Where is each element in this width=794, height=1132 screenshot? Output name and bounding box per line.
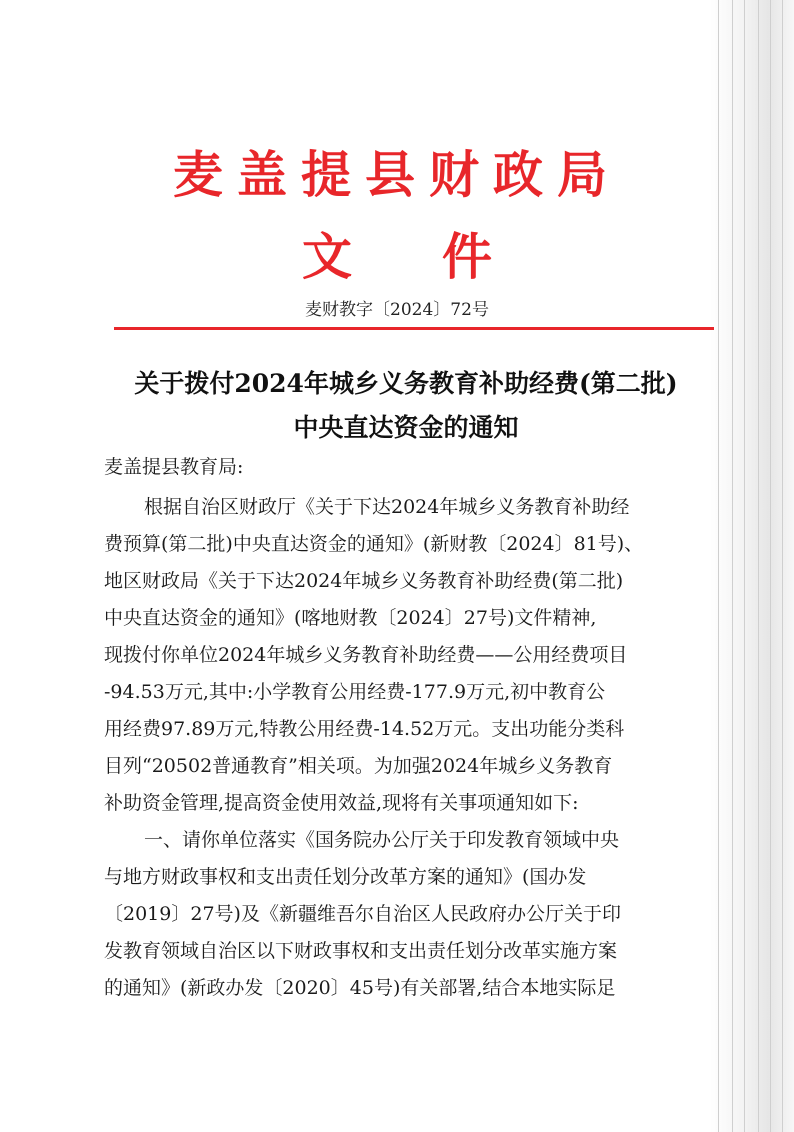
salutation: 麦盖提县教育局:	[104, 456, 244, 478]
body-line: 中央直达资金的通知》(喀地财教〔2024〕27号)文件精神,	[104, 607, 597, 629]
document-label: 文件	[302, 228, 582, 286]
document-number: 麦财教字〔2024〕72号	[305, 300, 489, 320]
body-line: 地区财政局《关于下达2024年城乡义务教育补助经费(第二批)	[104, 570, 624, 592]
document-title-line-2: 中央直达资金的通知	[293, 413, 519, 442]
body-line: 现拨付你单位2024年城乡义务教育补助经费——公用经费项目	[104, 644, 628, 666]
body-line: 发教育领域自治区以下财政事权和支出责任划分改革实施方案	[104, 940, 618, 962]
issuing-organization: 麦盖提县财政局	[173, 146, 621, 204]
body-line: 与地方财政事权和支出责任划分改革方案的通知》(国办发	[104, 866, 587, 888]
body-line: 〔2019〕27号)及《新疆维吾尔自治区人民政府办公厅关于印	[104, 903, 621, 925]
red-separator-line	[114, 327, 714, 330]
body-line: 目列“20502普通教育”相关项。为加强2024年城乡义务教育	[104, 755, 613, 777]
body-line: 费预算(第二批)中央直达资金的通知》(新财教〔2024〕81号)、	[104, 533, 644, 555]
body-line: 用经费97.89万元,特教公用经费-14.52万元。支出功能分类科	[104, 718, 625, 740]
body-line: 根据自治区财政厅《关于下达2024年城乡义务教育补助经	[144, 496, 630, 518]
body-line: 一、请你单位落实《国务院办公厅关于印发教育领域中央	[144, 829, 620, 851]
body-line: 补助资金管理,提高资金使用效益,现将有关事项通知如下:	[104, 792, 579, 814]
document-title-line-1: 关于拨付2024年城乡义务教育补助经费(第二批)	[134, 369, 678, 398]
body-line: 的通知》(新政办发〔2020〕45号)有关部署,结合本地实际足	[104, 977, 616, 999]
body-line: -94.53万元,其中:小学教育公用经费-177.9万元,初中教育公	[104, 681, 606, 703]
body-text	[104, 489, 709, 1007]
